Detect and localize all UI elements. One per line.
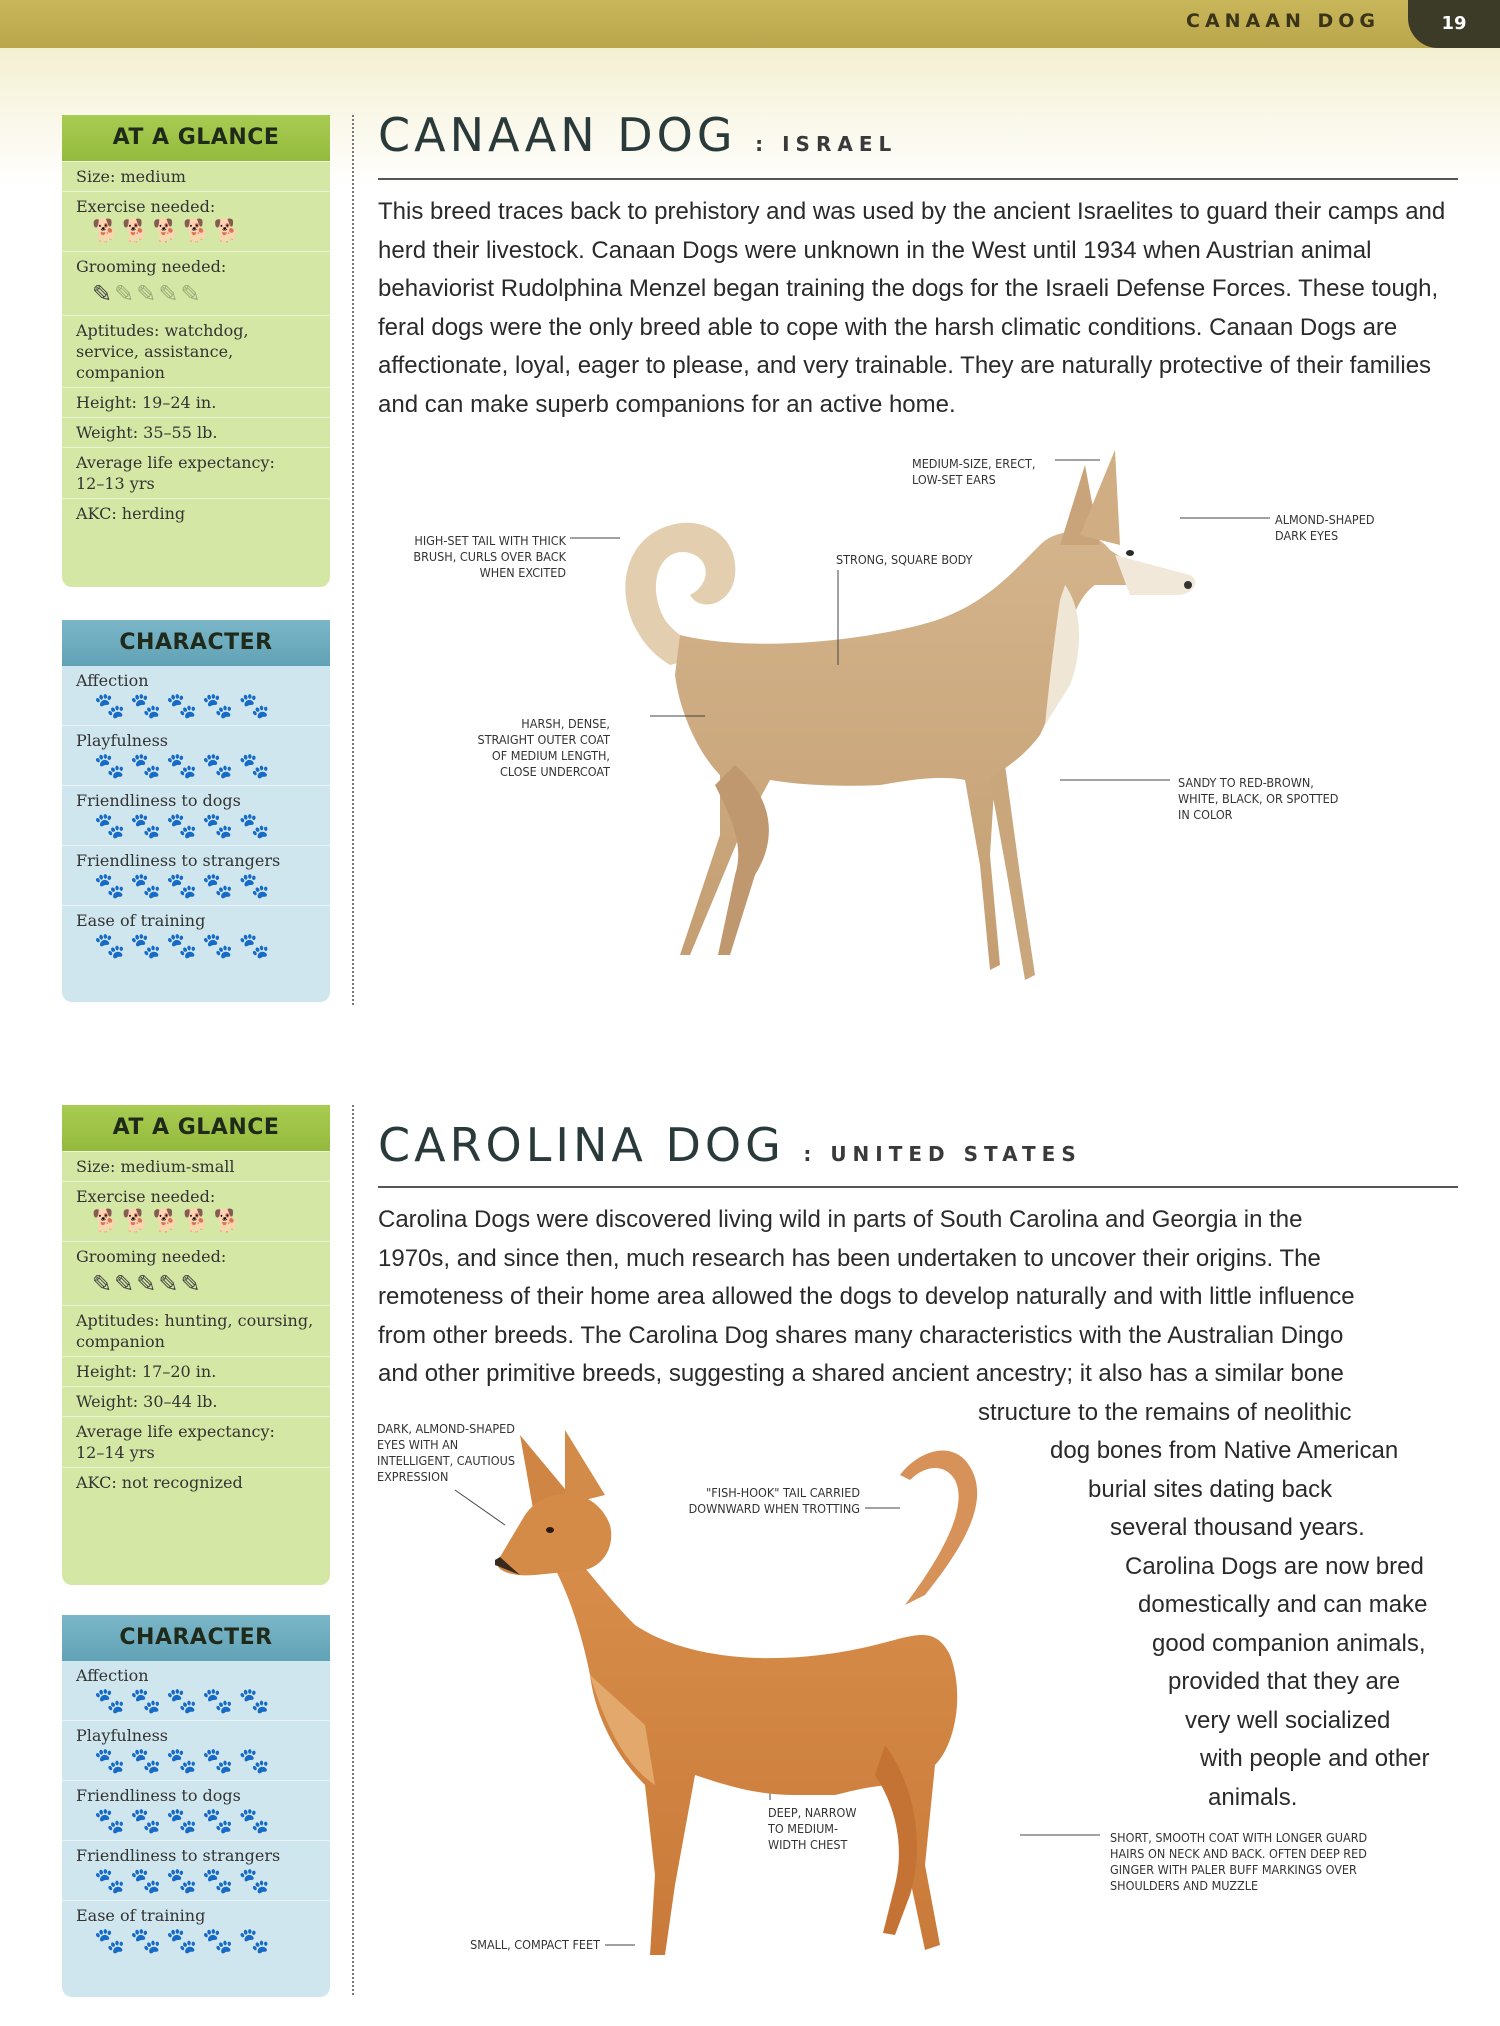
paw-icon: 🐾	[238, 871, 275, 900]
paw-icon: 🐾	[130, 751, 167, 780]
akc-row: AKC: not recognized	[62, 1467, 330, 1497]
paw-icon: 🐾	[202, 1686, 239, 1715]
description-line: Carolina Dogs were discovered living wild in parts of South Carolina and Georgia in the	[378, 1206, 1303, 1233]
page-number: 19	[1408, 0, 1500, 48]
paw-icon: 🐾	[202, 931, 239, 960]
paw-icon: 🐾	[130, 1866, 167, 1895]
paw-icon: 🐾	[130, 1746, 167, 1775]
at-a-glance-heading: AT A GLANCE	[62, 1105, 330, 1151]
description-line: domestically and can make	[1138, 1591, 1428, 1618]
description-line: and other primitive breeds, suggesting a shared ancient ancestry; it also has a similar bone	[378, 1360, 1344, 1387]
breed-title	[378, 1118, 1082, 1172]
paw-icon: 🐾	[202, 811, 239, 840]
paw-icon: 🐾	[238, 931, 275, 960]
paw-icon: 🐾	[166, 751, 203, 780]
grooming-brush-icons: ✎✎✎✎✎	[92, 1270, 203, 1298]
annotation-ears: MEDIUM-SIZE, ERECT, LOW-SET EARS	[912, 456, 1036, 487]
exercise-label: Exercise needed:	[76, 197, 216, 216]
aptitudes-row: Aptitudes: watchdog, service, assistance, companion	[62, 315, 330, 387]
paw-icon: 🐾	[130, 811, 167, 840]
akc-row: AKC: herding	[62, 498, 330, 528]
paw-icon: 🐾	[202, 691, 239, 720]
description-line: several thousand years.	[1110, 1514, 1365, 1541]
paw-icon: 🐾	[94, 751, 131, 780]
grooming-brush-icons: ✎✎✎✎✎	[92, 280, 203, 308]
paw-icon: 🐾	[94, 1746, 131, 1775]
paw-icon: 🐾	[94, 1686, 131, 1715]
paw-icon: 🐾	[202, 871, 239, 900]
character-heading: CHARACTER	[62, 1615, 330, 1661]
description-line: structure to the remains of neolithic	[978, 1398, 1352, 1426]
grooming-label: Grooming needed:	[76, 257, 227, 276]
exercise-dog-icons: 🐕🐕🐕🐕🐕	[92, 219, 244, 244]
character-label: Affection	[76, 1666, 149, 1685]
paw-icon: 🐾	[202, 1866, 239, 1895]
character-box	[62, 1615, 330, 1997]
character-row	[62, 1900, 330, 1960]
grooming-label: Grooming needed:	[76, 1247, 227, 1266]
paw-icon: 🐾	[166, 1866, 203, 1895]
description-line: burial sites dating back	[1088, 1475, 1333, 1503]
annotation-color: SANDY TO RED-BROWN, WHITE, BLACK, OR SPOTTED IN COLOR	[1178, 775, 1339, 822]
annotation-feet: SMALL, COMPACT FEET	[470, 1937, 600, 1952]
character-label: Friendliness to strangers	[76, 851, 281, 870]
paw-icon: 🐾	[238, 691, 275, 720]
height-row: Height: 17–20 in.	[62, 1356, 330, 1386]
paw-icon: 🐾	[166, 1686, 203, 1715]
annotation-coat: SHORT, SMOOTH COAT WITH LONGER GUARD HAIRS ON NECK AND BACK. OFTEN DEEP RED GINGER WITH PALER BUFF MARKINGS OVER SHOULDERS AND MUZZLE	[1110, 1830, 1368, 1893]
life-value: 12–14 yrs	[76, 1443, 155, 1462]
paw-icon: 🐾	[166, 811, 203, 840]
character-row	[62, 1840, 330, 1900]
annotation-coat: HARSH, DENSE, STRAIGHT OUTER COAT OF MEDIUM LENGTH, CLOSE UNDERCOAT	[477, 716, 610, 779]
height-row: Height: 19–24 in.	[62, 387, 330, 417]
paw-icon: 🐾	[166, 931, 203, 960]
exercise-label: Exercise needed:	[76, 1187, 216, 1206]
paw-icon: 🐾	[202, 1926, 239, 1955]
character-row	[62, 1780, 330, 1840]
life-label: Average life expectancy:	[76, 453, 275, 472]
paw-icon: 🐾	[238, 751, 275, 780]
paw-icon: 🐾	[238, 1866, 275, 1895]
description-line: very well socialized	[1185, 1706, 1391, 1734]
life-label: Average life expectancy:	[76, 1422, 275, 1441]
character-label: Friendliness to strangers	[76, 1846, 281, 1865]
paw-rating-icons	[76, 1806, 316, 1836]
description-line: 1970s, and since then, much research has been undertaken to uncover their origins. The	[378, 1244, 1321, 1272]
paw-icon: 🐾	[166, 1746, 203, 1775]
weight-row: Weight: 35–55 lb.	[62, 417, 330, 447]
paw-icon: 🐾	[238, 1686, 275, 1715]
description-line: good companion animals,	[1152, 1629, 1426, 1657]
running-head: CANAAN DOG	[1186, 10, 1380, 32]
description-line: animals.	[1208, 1783, 1298, 1811]
paw-icon: 🐾	[130, 691, 167, 720]
paw-icon: 🐾	[94, 871, 131, 900]
character-label: Friendliness to dogs	[76, 1786, 241, 1805]
paw-rating-icons	[76, 1926, 316, 1956]
paw-icon: 🐾	[130, 1926, 167, 1955]
paw-rating-icons	[76, 1686, 316, 1716]
exercise-row	[62, 1181, 330, 1241]
at-a-glance-heading: AT A GLANCE	[62, 115, 330, 161]
annotation-tail: "FISH-HOOK" TAIL CARRIED DOWNWARD WHEN TROTTING	[688, 1485, 860, 1516]
size-row: Size: medium	[62, 161, 330, 191]
paw-rating-icons	[76, 1866, 316, 1896]
character-heading: CHARACTER	[62, 620, 330, 666]
weight-row: Weight: 30–44 lb.	[62, 1386, 330, 1416]
character-label: Ease of training	[76, 911, 206, 930]
paw-icon: 🐾	[94, 691, 131, 720]
annotation-eyes: ALMOND-SHAPED DARK EYES	[1275, 512, 1375, 543]
paw-icon: 🐾	[94, 931, 131, 960]
paw-icon: 🐾	[202, 751, 239, 780]
paw-icon: 🐾	[94, 1806, 131, 1835]
character-label: Affection	[76, 671, 149, 690]
life-value: 12–13 yrs	[76, 474, 155, 493]
annotation-tail: HIGH-SET TAIL WITH THICK BRUSH, CURLS OVER BACK WHEN EXCITED	[413, 533, 566, 580]
breed-description: This breed traces back to prehistory and was used by the ancient Israelites to guard their camps and herd their livestock. Canaan Dogs were unknown in the West until 1934 when Austrian animal behaviorist Rudolphina Menzel began training the dogs for the Israeli Defense Forces. These tough, feral dogs were the only breed able to cope with the harsh climatic conditions. Canaan Dogs are affectionate, loyal, eager to please, and very trainable. They are naturally protective of their families and can make superb companions for an active home.	[378, 198, 1446, 418]
paw-icon: 🐾	[238, 1746, 275, 1775]
character-label: Friendliness to dogs	[76, 791, 241, 810]
paw-icon: 🐾	[94, 811, 131, 840]
paw-icon: 🐾	[130, 931, 167, 960]
description-line: Carolina Dogs are now bred	[1125, 1552, 1424, 1580]
annotation-chest: DEEP, NARROW TO MEDIUM-WIDTH CHEST	[768, 1805, 857, 1852]
paw-icon: 🐾	[130, 1686, 167, 1715]
paw-icon: 🐾	[166, 1806, 203, 1835]
annotation-eyes: DARK, ALMOND-SHAPED EYES WITH AN INTELLIGENT, CAUTIOUS EXPRESSION	[377, 1421, 515, 1484]
exercise-dog-icons: 🐕🐕🐕🐕🐕	[92, 1209, 244, 1234]
description-line: dog bones from Native American	[1050, 1437, 1399, 1464]
size-row: Size: medium-small	[62, 1151, 330, 1181]
paw-icon: 🐾	[238, 1806, 275, 1835]
paw-icon: 🐾	[166, 1926, 203, 1955]
paw-icon: 🐾	[238, 811, 275, 840]
life-expectancy-row	[62, 1416, 330, 1467]
at-a-glance-box	[62, 1105, 330, 1585]
description-line: with people and other	[1200, 1745, 1430, 1772]
paw-rating-icons	[76, 1746, 316, 1776]
paw-icon: 🐾	[166, 691, 203, 720]
paw-icon: 🐾	[94, 1926, 131, 1955]
paw-icon: 🐾	[130, 1806, 167, 1835]
paw-icon: 🐾	[202, 1746, 239, 1775]
paw-icon: 🐾	[166, 871, 203, 900]
breed-name: CAROLINA DOG	[378, 1118, 785, 1172]
paw-icon: 🐾	[130, 871, 167, 900]
paw-icon: 🐾	[238, 1926, 275, 1955]
breed-name: CANAAN DOG	[378, 108, 737, 162]
character-row	[62, 1661, 330, 1720]
breed-country: : UNITED STATES	[803, 1142, 1082, 1166]
character-label: Playfulness	[76, 1726, 168, 1745]
character-label: Playfulness	[76, 731, 168, 750]
grooming-row	[62, 1241, 330, 1305]
description-line: remoteness of their home area allowed the dogs to develop naturally and with little influence	[378, 1283, 1355, 1310]
paw-icon: 🐾	[94, 1866, 131, 1895]
title-rule	[378, 1186, 1458, 1188]
annotation-body: STRONG, SQUARE BODY	[836, 552, 973, 567]
aptitudes-row: Aptitudes: hunting, coursing, companion	[62, 1305, 330, 1356]
character-label: Ease of training	[76, 1906, 206, 1925]
description-line: provided that they are	[1168, 1668, 1401, 1695]
paw-icon: 🐾	[202, 1806, 239, 1835]
breed-country: : ISRAEL	[755, 132, 898, 156]
description-line: from other breeds. The Carolina Dog shares many characteristics with the Australian Dingo	[378, 1321, 1344, 1349]
character-row	[62, 1720, 330, 1780]
